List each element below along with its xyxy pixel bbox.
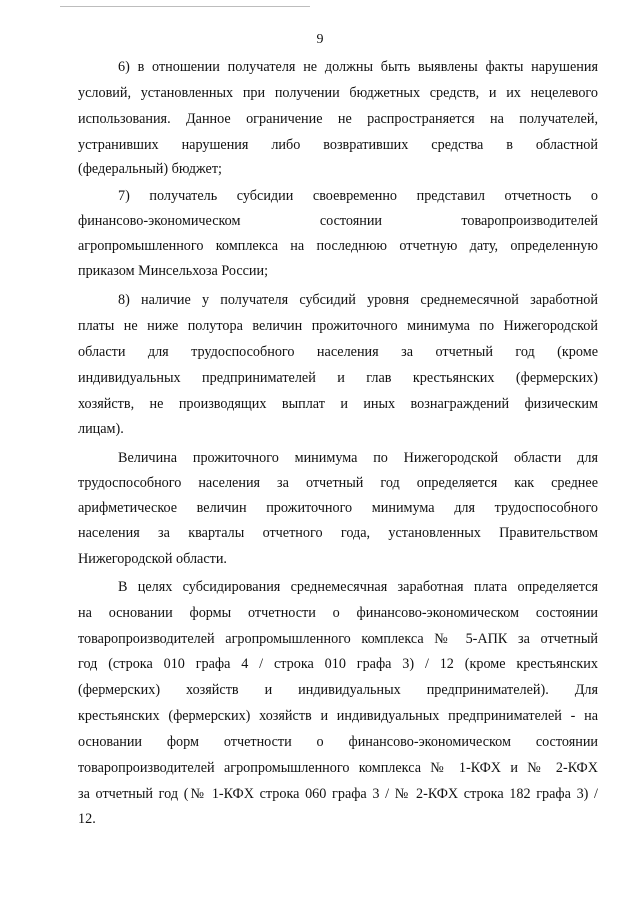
paragraph-line: 12. [78,811,96,827]
paragraph-line: 7) получатель субсидии своевременно представил отчетность о [118,188,598,204]
paragraph-line: на основании формы отчетности о финансово-экономическом состоянии [78,605,598,621]
paragraph-line: товаропроизводителей агропромышленного комплекса № 5-АПК за отчетный [78,631,598,647]
paragraph-line: индивидуальных предпринимателей и глав крестьянских (фермерских) [78,370,598,386]
paragraph-line: год (строка 010 графа 4 / строка 010 графа 3) / 12 (кроме крестьянских [78,656,598,672]
paragraph-line: условий, установленных при получении бюджетных средств, и их нецелевого [78,85,598,101]
paragraph-line: за отчетный год (№ 1-КФХ строка 060 графа 3 / № 2-КФХ строка 182 графа 3) / [78,786,598,802]
paragraph-line: приказом Минсельхоза России; [78,263,269,279]
paragraph-line: крестьянских (фермерских) хозяйств и индивидуальных предпринимателей - на [78,708,598,724]
paragraph-line: агропромышленного комплекса на последнюю отчетную дату, определенную [78,238,598,254]
paragraph-line: Величина прожиточного минимума по Нижегородской области для [118,450,598,466]
paragraph-line: 6) в отношении получателя не должны быть выявлены факты нарушения [118,59,598,75]
paragraph-line: арифметическое величин прожиточного минимума для трудоспособного [78,500,598,516]
paragraph-line: трудоспособного населения за отчетный год определяется как среднее [78,475,598,491]
paragraph-line: населения за кварталы отчетного года, установленных Правительством [78,525,598,541]
paragraph-line: товаропроизводителей агропромышленного комплекса № 1-КФХ и № 2-КФХ [78,760,598,776]
paragraph-line: Нижегородской области. [78,551,227,567]
paragraph-line: 8) наличие у получателя субсидий уровня среднемесячной заработной [118,292,598,308]
paragraph-line: В целях субсидирования среднемесячная заработная плата определяется [118,579,598,595]
paragraph-line: (федеральный) бюджет; [78,161,222,177]
paragraph-line: использования. Данное ограничение не распространяется на получателей, [78,111,598,127]
paragraph-line: лицам). [78,421,124,437]
page-number: 9 [316,32,324,47]
paragraph-line: области для трудоспособного населения за отчетный год (кроме [78,344,598,360]
paragraph-line: хозяйств, не производящих выплат и иных вознаграждений физическим [78,396,598,412]
paragraph-line: устранивших нарушения либо возвратившиx средства в областной [78,137,598,153]
paragraph-line: платы не ниже полутора величин прожиточного минимума по Нижегородской [78,318,598,334]
paragraph-line: финансово-экономическом состоянии товаропроизводителей [78,213,598,229]
scan-top-rule [60,6,310,7]
paragraph-line: (фермерских) хозяйств и индивидуальных предпринимателей). Для [78,682,598,698]
paragraph-line: основании форм отчетности о финансово-экономическом состоянии [78,734,598,750]
